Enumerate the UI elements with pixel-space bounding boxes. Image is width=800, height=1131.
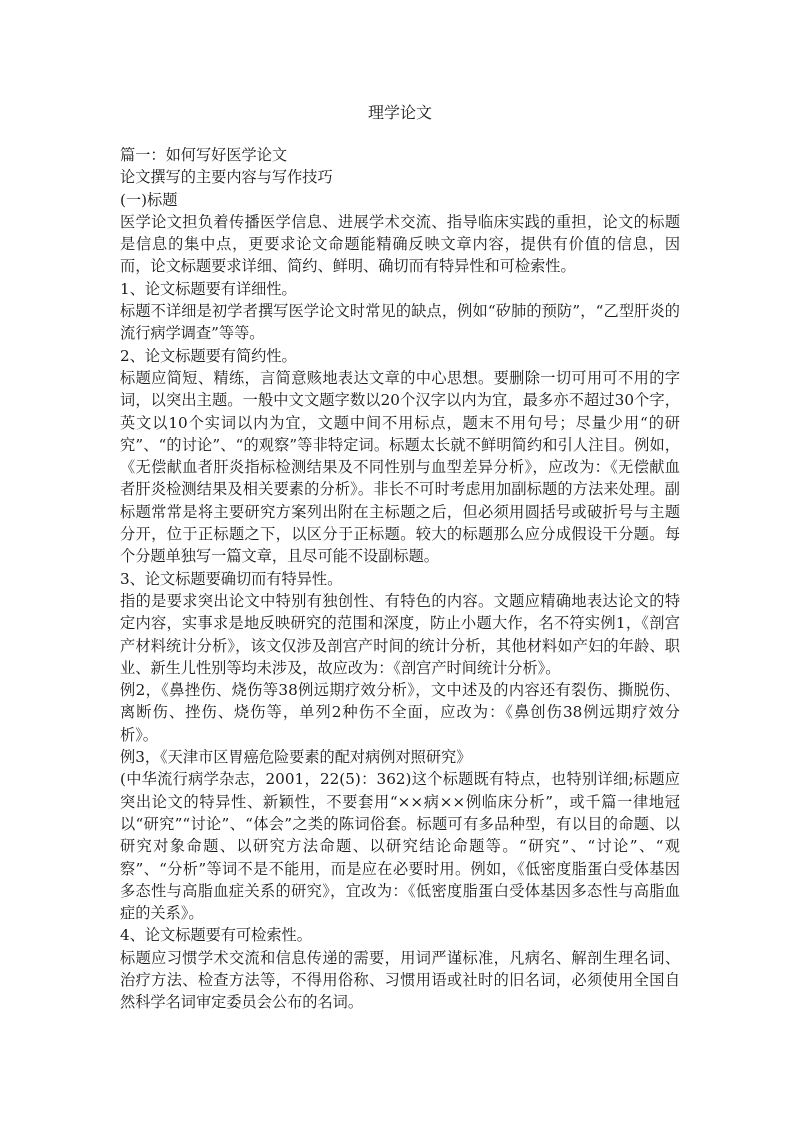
paragraph-article-heading: 篇一：如何写好医学论文 — [120, 146, 288, 164]
paragraph-section-heading: 论文撰写的主要内容与写作技巧 — [120, 168, 333, 187]
paragraph-point-4: 4、论文标题要有可检索性。 — [120, 926, 312, 945]
document-title: 理学论文 — [367, 103, 432, 122]
paragraph: (中华流行病学杂志，2001，22(5)：362)这个标题既有特点，也特别详细;标题应突出论文的特异性、新颖性，不要套用“××病××例临床分析”，或千篇一律地冠以“研究”“讨论”、“体会”之类的陈词俗套。标题可有多品种型，有以目的命题、以研究对象命题、以研究方法命题、以研究结论命题等。“研究”、“讨论”、“观察”、“分析”等词不是不能用，而是应在必要时用。例如，《低密度脂蛋白受体基因多态性与高脂血症关系的研究》，宜改为：《低密度脂蛋白受体基因多态性与高脂血症的关系》。 — [120, 770, 680, 923]
paragraph-example-2: 例2，《鼻挫伤、烧伤等38例远期疗效分析》，文中述及的内容还有裂伤、撕脱伤、离断伤、挫伤、烧伤等，单列2种伤不全面，应改为：《鼻创伤38例远期疗效分析》。 — [120, 681, 680, 744]
paragraph: 医学论文担负着传播医学信息、进展学术交流、指导临床实践的重担，论文的标题是信息的集中点，更要求论文命题能精确反映文章内容，提供有价值的信息，因而，论文标题要求详细、简约、鲜明、确切而有特异性和可检索性。 — [120, 212, 680, 276]
paragraph-subsection-title: (一)标题 — [120, 190, 178, 209]
paragraph: 标题应简短、精练，言简意赅地表达文章的中心思想。要删除一切可用可不用的字词，以突出主题。一般中文文题字数以20个汉字以内为宜，最多亦不超过30个字，英文以10个实词以内为宜，文题中间不用标点，题末不用句号；尽量少用“的研究”、“的讨论”、“的观察”等非特定词。标题太长就不鲜明简约和引人注目。例如，《无偿献血者肝炎指标检测结果及不同性别与血型差异分析》，应改为：《无偿献血者肝炎检测结果及相关要素的分析》。非长不可时考虑用加副标题的方法来处理。副标题常常是将主要研究方案列出附在主标题之后，但必须用圆括号或破折号与主题分开，位于正标题之下，以区分于正标题。较大的标题那么应分成假设干分题。每个分题单独写一篇文章，且尽可能不设副标题。 — [120, 368, 680, 566]
document-body — [120, 144, 680, 1014]
paragraph-point-3: 3、论文标题要确切而有特异性。 — [120, 569, 343, 588]
paragraph: 指的是要求突出论文中特别有独创性、有特色的内容。文题应精确地表达论文的特定内容，实事求是地反映研究的范围和深度，防止小题大作，名不符实例1，《剖宫产材料统计分析》，该文仅涉及剖宫产时间的统计分析，其他材料如产妇的年龄、职业、新生儿性别等均未涉及，故应改为：《剖宫产时间统计分析》。 — [120, 591, 680, 677]
paragraph-example-3: 例3，《天津市区胃癌危险要素的配对病例对照研究》 — [120, 748, 472, 767]
paragraph-point-2: 2、论文标题要有简约性。 — [120, 346, 297, 365]
paragraph: 标题不详细是初学者撰写医学论文时常见的缺点，例如“矽肺的预防”，“乙型肝炎的流行病学调查”等等。 — [120, 302, 680, 343]
paragraph-point-1: 1、论文标题要有详细性。 — [120, 279, 297, 298]
paragraph: 标题应习惯学术交流和信息传递的需要，用词严谨标准，凡病名、解剖生理名词、治疗方法、检查方法等，不得用俗称、习惯用语或社时的旧名词，必须使用全国自然科学名词审定委员会公布的名词。 — [120, 948, 680, 1012]
